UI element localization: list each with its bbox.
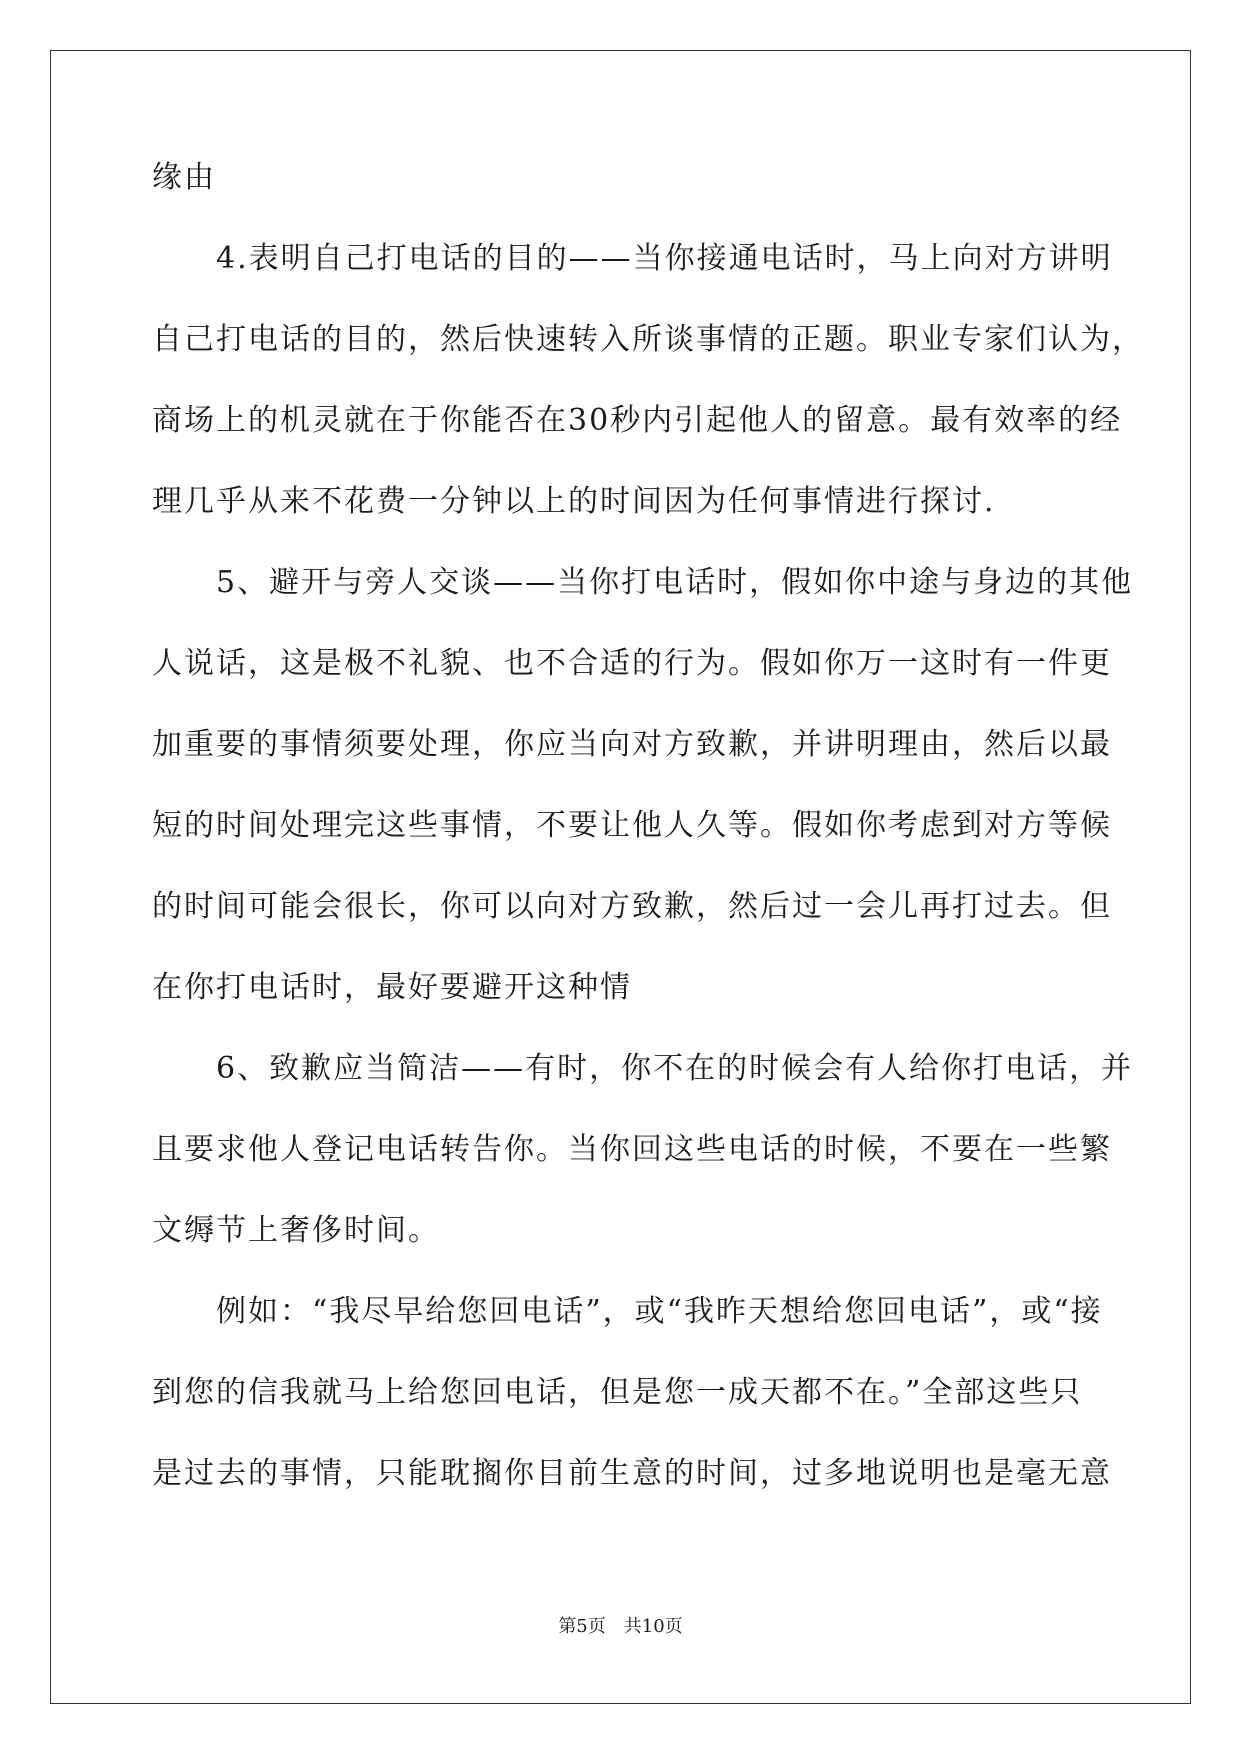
text-line: 是过去的事情，只能耽搁你目前生意的时间，过多地说明也是毫无意: [152, 1456, 1112, 1491]
text-line: 文缛节上奢侈时间。: [152, 1213, 440, 1248]
text-line: 且要求他人登记电话转告你。当你回这些电话的时候，不要在一些繁: [152, 1132, 1112, 1167]
text-line: 4.表明自己打电话的目的——当你接通电话时，马上向对方讲明: [152, 241, 1113, 276]
text-line: 到您的信我就马上给您回电话，但是您一成天都不在。”全部这些只: [152, 1375, 1083, 1410]
text-line: 缘由: [152, 160, 216, 195]
text-line: 加重要的事情须要处理，你应当向对方致歉，并讲明理由，然后以最: [152, 727, 1112, 762]
page-footer: [0, 1612, 1241, 1638]
text-line: 自己打电话的目的，然后快速转入所谈事情的正题。职业专家们认为，: [152, 322, 1144, 357]
text-line: 的时间可能会很长，你可以向对方致歉，然后过一会儿再打过去。但: [152, 889, 1112, 924]
text-line: 在你打电话时，最好要避开这种情: [152, 970, 632, 1005]
text-line: 人说话，这是极不礼貌、也不合适的行为。假如你万一这时有一件更: [152, 646, 1112, 681]
text-line: 5、避开与旁人交谈——当你打电话时，假如你中途与身边的其他: [152, 565, 1134, 600]
text-line: 商场上的机灵就在于你能否在30秒内引起他人的留意。最有效率的经: [152, 403, 1123, 438]
document-body: [152, 160, 1144, 1537]
text-line: 理几乎从来不花费一分钟以上的时间因为任何事情进行探讨.: [152, 484, 996, 519]
text-line: 6、致歉应当简洁——有时，你不在的时候会有人给你打电话，并: [152, 1051, 1134, 1086]
text-line: 短的时间处理完这些事情，不要让他人久等。假如你考虑到对方等候: [152, 808, 1112, 843]
page-number: 第5页 共10页: [558, 1616, 683, 1637]
text-line: 例如：“我尽早给您回电话”，或“我昨天想给您回电话”，或“接: [152, 1294, 1103, 1329]
